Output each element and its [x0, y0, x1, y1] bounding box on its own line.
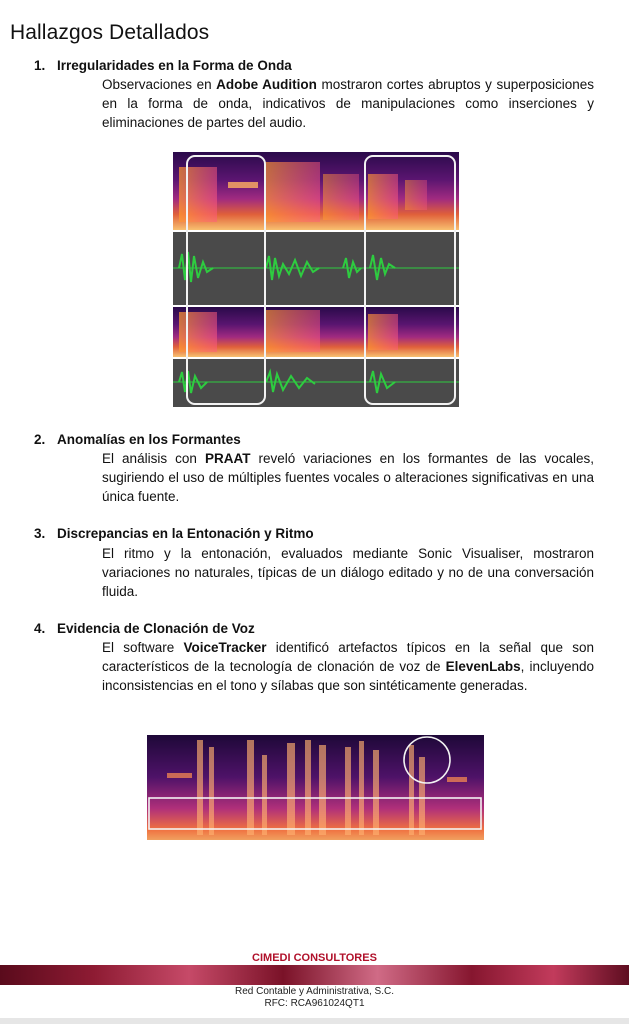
section-title: Evidencia de Clonación de Voz	[57, 621, 255, 636]
spectral-burst	[179, 167, 217, 222]
text-run: , incluyendo inconsistencias en el tono y sílabas que son sintéticamente generadas.	[102, 659, 594, 693]
section-title: Discrepancias en la Entonación y Ritmo	[57, 526, 314, 541]
spectral-burst	[368, 174, 398, 219]
section-4-paragraph	[102, 638, 594, 695]
section-2-paragraph	[102, 449, 594, 506]
footer-company-name: CIMEDI CONSULTORES	[252, 952, 377, 964]
section-title: Irregularidades en la Forma de Onda	[57, 58, 292, 73]
spectral-burst	[323, 174, 359, 220]
spectral-burst	[265, 310, 320, 352]
software-name: PRAAT	[204, 451, 251, 466]
section-number: 3.	[34, 526, 46, 541]
page-bottom-edge	[0, 1018, 629, 1024]
page-title: Hallazgos Detallados	[10, 21, 210, 44]
section-2-heading	[34, 432, 241, 447]
spectral-band	[228, 182, 258, 188]
section-1-heading	[34, 58, 292, 73]
spectral-burst	[265, 162, 320, 222]
software-name: VoiceTracker	[183, 640, 267, 655]
software-name: ElevenLabs	[445, 659, 521, 674]
waveform-panel	[173, 359, 459, 407]
waveform-spectrogram-figure	[173, 152, 459, 407]
spectral-band	[167, 773, 192, 778]
footer-decorative-band	[0, 965, 629, 985]
spectral-burst	[179, 312, 217, 352]
spectral-band	[447, 777, 467, 782]
spectral-burst	[405, 180, 427, 210]
section-3-heading	[34, 526, 314, 541]
section-number: 2.	[34, 432, 46, 447]
section-title: Anomalías en los Formantes	[57, 432, 241, 447]
text-run: El software	[102, 640, 184, 655]
section-number: 4.	[34, 621, 46, 636]
text-run: El análisis con	[102, 451, 205, 466]
footer-rfc: RFC: RCA961024QT1	[264, 998, 365, 1009]
section-number: 1.	[34, 58, 46, 73]
text-run: mostraron cortes abruptos y superposiciones en la forma de onda, indicativos de manipulaciones como inserciones y eliminaciones de partes del audio.	[102, 77, 594, 130]
section-4-heading	[34, 621, 255, 636]
text-run: Observaciones en	[102, 77, 217, 92]
text-run: identificó artefactos típicos en la señal que son característicos de la tecnología de clonación de voz de	[102, 640, 595, 674]
footer-legal-name: Red Contable y Administrativa, S.C.	[235, 986, 394, 997]
software-name: Adobe Audition	[216, 77, 317, 92]
spectral-burst	[368, 314, 398, 350]
cloning-spectrogram-figure	[147, 735, 484, 840]
text-run: El ritmo y la entonación, evaluados mediante Sonic Visualiser, mostraron variaciones no naturales, típicas de un diálogo editado y no de una conversación fluida.	[102, 546, 594, 599]
text-run: reveló variaciones en los formantes de las vocales, sugiriendo el uso de múltiples fuentes vocales o alteraciones significativas en una única fuente.	[102, 451, 595, 504]
section-3-paragraph	[102, 544, 594, 601]
section-1-paragraph	[102, 75, 594, 132]
